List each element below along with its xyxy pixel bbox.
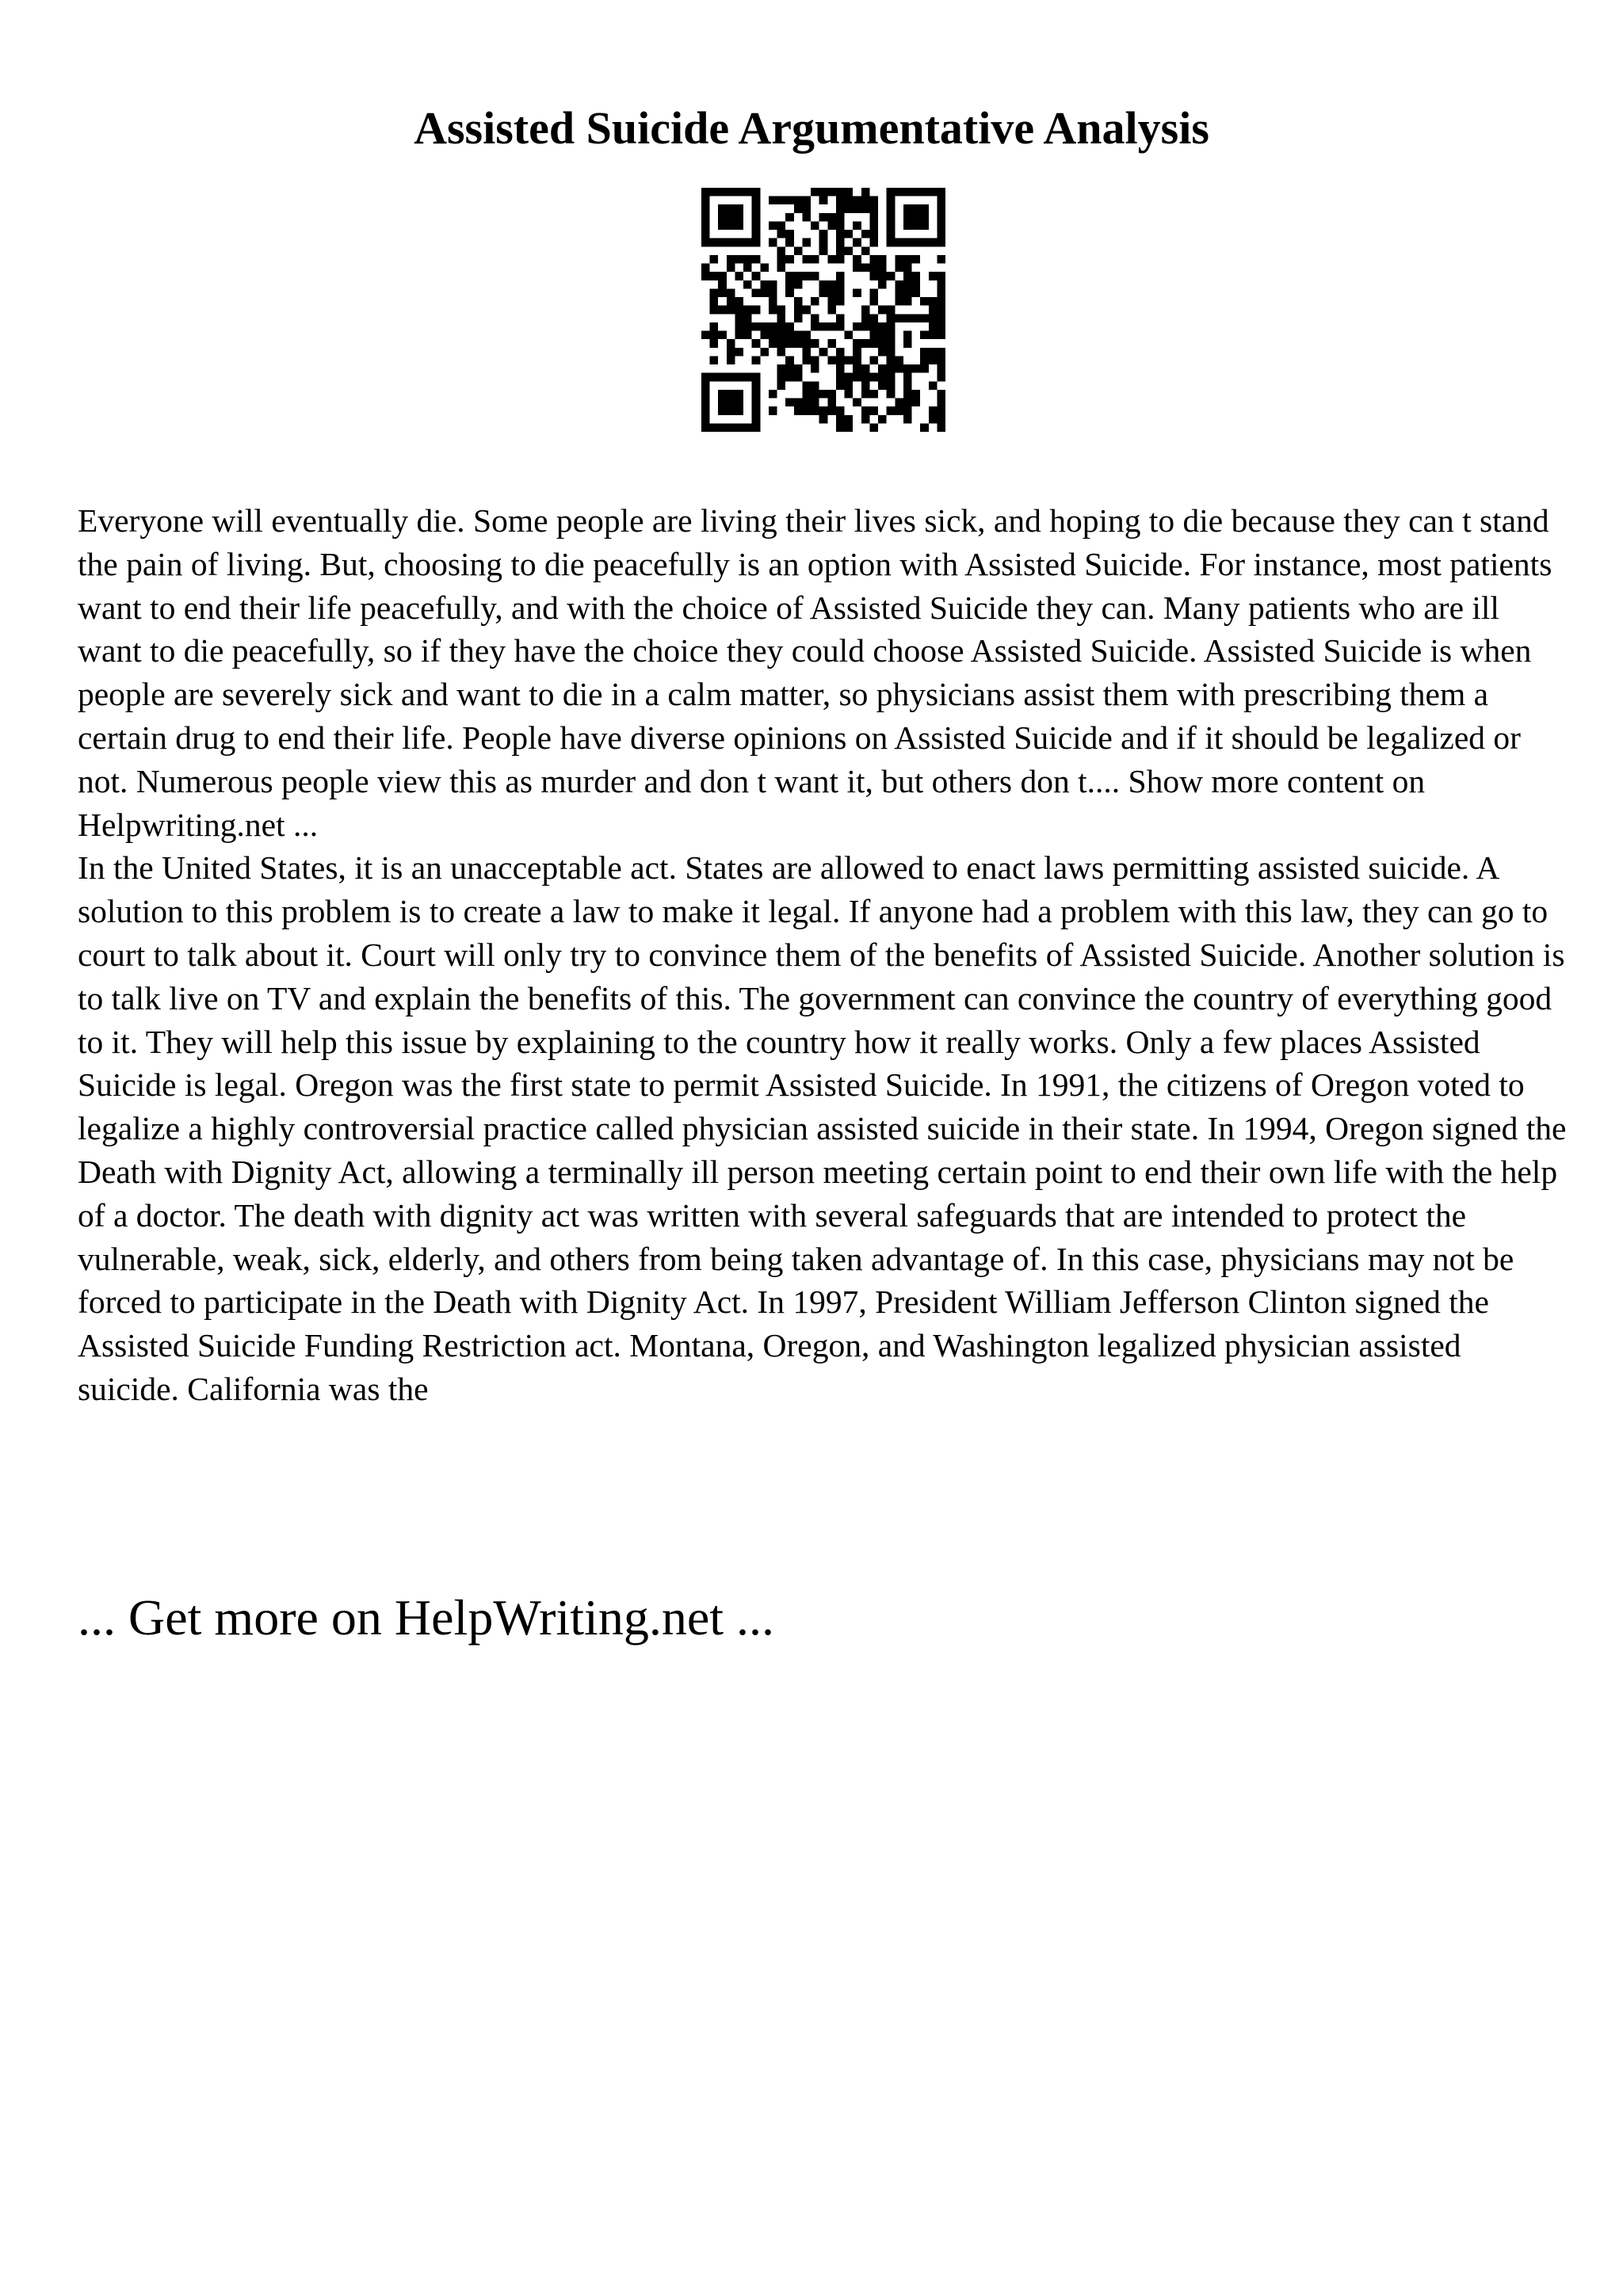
paragraph-2: In the United States, it is an unacceptable act. States are allowed to enact laws permitting assisted suicide. A solution to this problem is to create a law to make it legal. If anyone had a problem with this law, they can go to court to talk about it. Court will only try to convince them of the benefits of Assisted Suicide. Another solution is to talk live on TV and explain the benefits of this. The government can convince the country of everything good to it. They will help this issue by explaining to the country how it really works. Only a few places Assisted Suicide is legal. Oregon was the first state to permit Assisted Suicide. In 1991, the citizens of Oregon voted to legalize a highly controversial practice called physician assisted suicide in their state. In 1994, Oregon signed the Death with Dignity Act, allowing a terminally ill person meeting certain point to end their own life with the help of a doctor. The death with dignity act was written with several safeguards that are intended to protect the vulnerable, weak, sick, elderly, and others from being taken advantage of. In this case, physicians may not be forced to participate in the Death with Dignity Act. In 1997, President William Jefferson Clinton signed the Assisted Suicide Funding Restriction act. Montana, Oregon, and Washington legalized physician assisted suicide. California was the [78, 849, 1567, 1407]
article-body [78, 499, 1568, 1411]
page-title: Assisted Suicide Argumentative Analysis [414, 102, 1209, 154]
qr-code-icon [701, 188, 945, 432]
paragraph-1: Everyone will eventually die. Some people are living their lives sick, and hoping to die because they can t stand the pain of living. But, choosing to die peacefully is an option with Assisted Suicide. For instance, most patients want to end their life peacefully, and with the choice of Assisted Suicide they can. Many patients who are ill want to die peacefully, so if they have the choice they could choose Assisted Suicide. Assisted Suicide is when people are severely sick and want to die in a calm matter, so physicians assist them with prescribing them a certain drug to end their life. People have diverse opinions on Assisted Suicide and if it should be legalized or not. Numerous people view this as murder and don t want it, but others don t.... Show more content on Helpwriting.net ... [78, 502, 1552, 843]
get-more-link[interactable]: ... Get more on HelpWriting.net ... [78, 1589, 774, 1646]
